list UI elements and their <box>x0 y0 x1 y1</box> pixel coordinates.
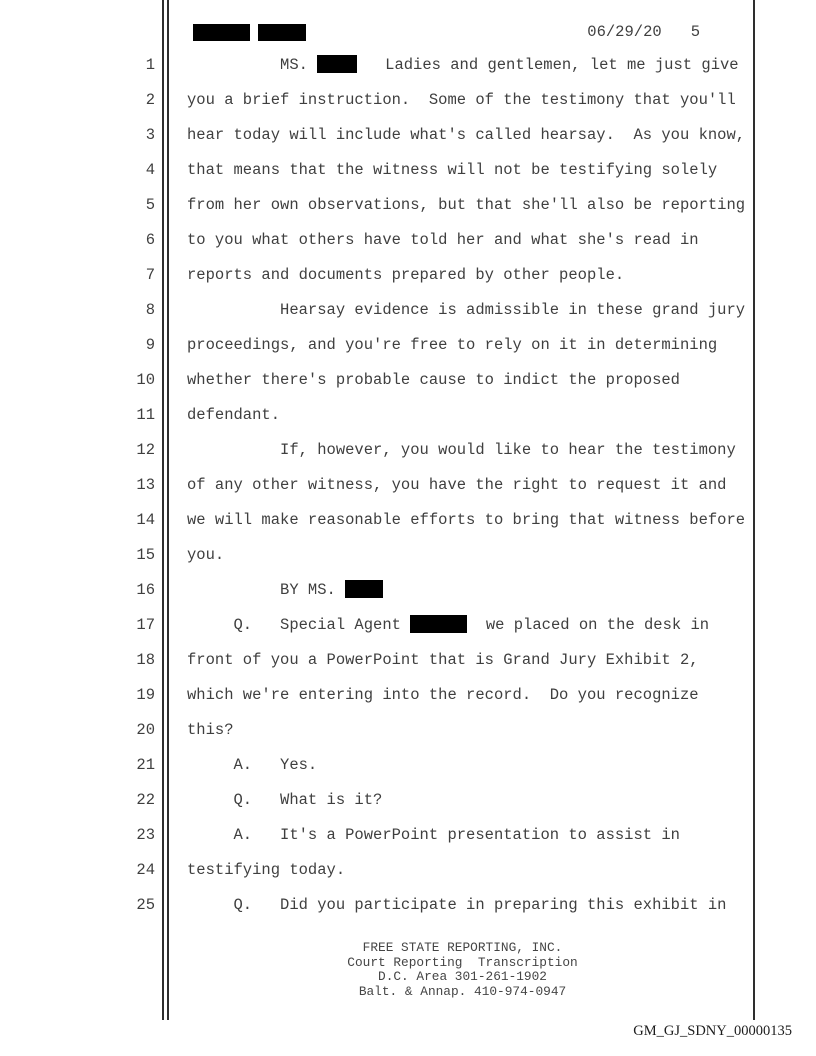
line-text: from her own observations, but that she'll also be reporting <box>187 196 746 214</box>
footer-line: FREE STATE REPORTING, INC. <box>362 940 563 955</box>
line-text: whether there's probable cause to indict the proposed <box>187 371 680 389</box>
line-text: of any other witness, you have the right to request it and <box>187 476 727 494</box>
line-number: 2 <box>145 91 155 109</box>
line-text: proceedings, and you're free to rely on it in determining <box>187 336 718 354</box>
line-number: 24 <box>136 861 155 879</box>
line-number: 7 <box>145 266 155 284</box>
line-number: 23 <box>136 826 155 844</box>
transcript-line <box>0 503 755 538</box>
transcript-line <box>0 363 755 398</box>
line-number: 3 <box>145 126 155 144</box>
line-number: 20 <box>136 721 155 739</box>
transcript-line <box>0 153 755 188</box>
line-number: 1 <box>145 56 155 74</box>
redaction-bar <box>410 615 467 633</box>
line-text: reports and documents prepared by other people. <box>187 266 625 284</box>
line-number: 11 <box>136 406 155 424</box>
footer-line: Balt. & Annap. 410-974-0947 <box>358 983 567 999</box>
line-text: this? <box>187 721 234 739</box>
line-text: you. <box>187 546 225 564</box>
line-number: 12 <box>136 441 155 459</box>
line-number: 10 <box>136 371 155 389</box>
line-text: A. Yes. <box>187 756 318 774</box>
header-redaction-bar <box>193 24 250 41</box>
transcript-body <box>0 48 755 923</box>
transcript-line <box>0 573 755 608</box>
line-number: 15 <box>136 546 155 564</box>
page-header <box>187 24 755 41</box>
header-redaction-bar <box>258 24 306 41</box>
transcript-line <box>0 258 755 293</box>
line-text: Q. Special Agent we placed on the desk in <box>187 616 710 634</box>
line-number: 19 <box>136 686 155 704</box>
line-number: 17 <box>136 616 155 634</box>
transcript-line <box>0 678 755 713</box>
transcript-line <box>0 818 755 853</box>
line-text: BY MS. <box>187 573 383 608</box>
line-text: Q. Did you participate in preparing this exhibit in <box>187 896 727 914</box>
line-number: 8 <box>145 301 155 319</box>
line-number: 18 <box>136 651 155 669</box>
line-text: A. It's a PowerPoint presentation to assist in <box>187 826 680 844</box>
footer-line: Court Reporting Transcription <box>347 954 578 970</box>
line-text: you a brief instruction. Some of the testimony that you'll <box>187 91 736 109</box>
transcript-line <box>0 538 755 573</box>
header-date-page <box>587 24 755 41</box>
transcript-line <box>0 223 755 258</box>
transcript-line <box>0 398 755 433</box>
header-redactions <box>193 24 306 41</box>
line-text: that means that the witness will not be testifying solely <box>187 161 718 179</box>
line-number: 6 <box>145 231 155 249</box>
line-text: to you what others have told her and what she's read in <box>187 231 699 249</box>
transcript-line <box>0 853 755 888</box>
transcript-line <box>0 748 755 783</box>
transcript-line <box>0 608 755 643</box>
bates-number: GM_GJ_SDNY_00000135 <box>633 1023 792 1039</box>
transcript-line <box>0 468 755 503</box>
line-text: front of you a PowerPoint that is Grand Jury Exhibit 2, <box>187 651 699 669</box>
line-number: 14 <box>136 511 155 529</box>
transcript-line <box>0 83 755 118</box>
line-text: If, however, you would like to hear the testimony <box>187 441 736 459</box>
header-page-number: 5 <box>690 23 700 41</box>
transcript-line <box>0 188 755 223</box>
transcript-line <box>0 48 755 83</box>
transcript-line <box>0 293 755 328</box>
line-number: 9 <box>145 336 155 354</box>
transcript-line <box>0 888 755 923</box>
transcript-line <box>0 328 755 363</box>
line-number: 21 <box>136 756 155 774</box>
footer-line: D.C. Area 301-261-1902 <box>378 969 547 985</box>
line-text: we will make reasonable efforts to bring that witness before <box>187 511 746 529</box>
line-number: 16 <box>136 581 155 599</box>
header-date: 06/29/20 <box>587 23 662 41</box>
line-text: Hearsay evidence is admissible in these grand jury <box>187 301 746 319</box>
line-number: 5 <box>145 196 155 214</box>
transcript-line <box>0 433 755 468</box>
line-text: MS. Ladies and gentlemen, let me just give <box>187 56 739 74</box>
redaction-bar <box>317 55 357 73</box>
line-text: hear today will include what's called hearsay. As you know, <box>187 126 746 144</box>
transcript-line <box>0 713 755 748</box>
transcript-line <box>0 643 755 678</box>
line-number: 25 <box>136 896 155 914</box>
line-text: Q. What is it? <box>187 791 383 809</box>
line-number: 13 <box>136 476 155 494</box>
transcript-line <box>0 783 755 818</box>
line-text: which we're entering into the record. Do you recognize <box>187 686 699 704</box>
line-text: defendant. <box>187 406 281 424</box>
redaction-bar <box>345 580 383 598</box>
reporter-footer <box>170 941 755 999</box>
transcript-line <box>0 118 755 153</box>
line-text: testifying today. <box>187 861 346 879</box>
line-number: 22 <box>136 791 155 809</box>
line-number: 4 <box>145 161 155 179</box>
